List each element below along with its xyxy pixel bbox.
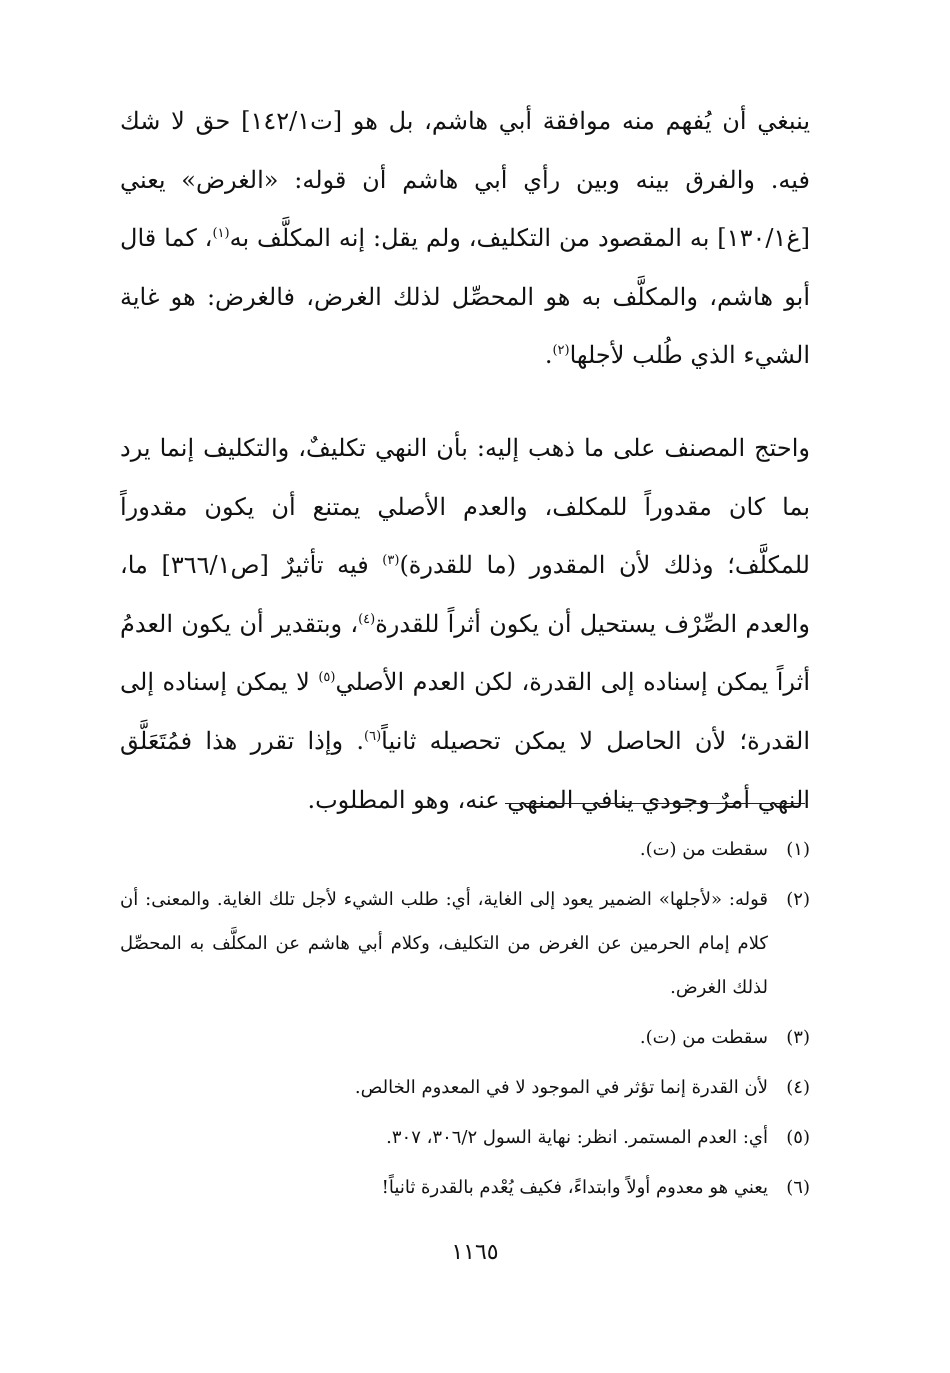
footnote-number: (٥) [786, 1127, 810, 1148]
footnote-number: (٣) [786, 1027, 810, 1048]
footnote-marker: (٣) [382, 553, 400, 569]
footnote-text: يعني هو معدوم أولاً وابتداءً، فكيف يُعْدم بالقدرة ثانياً! [381, 1177, 768, 1198]
footnote-5 [120, 1116, 810, 1160]
footnote-number: (٤) [786, 1077, 810, 1098]
footnote-4 [120, 1066, 810, 1110]
footnote-marker: (١) [212, 226, 230, 242]
main-text [120, 92, 810, 829]
footnote-number: (٢) [786, 889, 810, 910]
footnote-text: سقطت من (ت). [639, 1027, 768, 1048]
footnote-marker: (٤) [358, 611, 376, 627]
footnote-3 [120, 1016, 810, 1060]
footnotes [120, 828, 810, 1210]
footnote-separator [505, 803, 805, 804]
footnote-marker: (٢) [552, 343, 570, 359]
text-run: . [544, 341, 553, 370]
page-number: ١١٦٥ [451, 1240, 499, 1265]
footnote-text: لأن القدرة إنما تؤثر في الموجود لا في المعدوم الخالص. [354, 1077, 768, 1098]
footnote-6 [120, 1166, 810, 1210]
footnote-1 [120, 828, 810, 872]
text-run: ، وبتقدير أن يكون العدمُ أثراً يمكن إسناده إلى القدرة، لكن العدم الأصلي [120, 609, 811, 697]
paragraph-1 [120, 92, 810, 385]
footnote-text: قوله: «لأجلها» الضمير يعود إلى الغاية، أي: طلب الشيء لأجل تلك الغاية. والمعنى: أن كلام إمام الحرمين عن الغرض من التكليف، وكلام أبي هاشم عن المكلَّف به المحصِّل لذلك الغرض. [120, 889, 768, 998]
footnote-number: (٦) [786, 1177, 810, 1198]
footnote-2 [120, 878, 810, 1010]
footnote-marker: (٦) [364, 728, 382, 744]
footnote-text: أي: العدم المستمر. انظر: نهاية السول ٣٠٦/٢، ٣٠٧. [386, 1127, 768, 1148]
text-run: ، كما قال أبو هاشم، والمكلَّف به هو المحصِّل لذلك الغرض، فالغرض: هو غاية الشيء الذي طُلب لأجلها [120, 224, 810, 370]
footnote-number: (١) [786, 839, 810, 860]
text-run: ينبغي أن يُفهم منه موافقة أبي هاشم، بل هو [ت١٤٢/١] حق لا شك فيه. والفرق بينه وبين رأي أبي هاشم أن قوله: «الغرض» يعني [غ١٣٠/١] به المقصود من التكليف، ولم يقل: إنه المكلَّف به [120, 107, 811, 253]
text-run: لا يمكن إسناده إلى القدرة؛ لأن الحاصل لا يمكن تحصيله ثانياً [120, 668, 810, 755]
text-run: . وإذا تقرر هذا فمُتَعَلَّق النهي أمرٌ وجودي ينافي المنهي عنه، وهو المطلوب. [120, 726, 810, 814]
footnote-marker: (٥) [318, 670, 336, 686]
paragraph-2 [120, 419, 810, 829]
text-run: واحتج المصنف على ما ذهب إليه: بأن النهي تكليفٌ، والتكليف إنما يرد بما كان مقدوراً للمكلف، والعدم الأصلي يمتنع أن يكون مقدوراً للمكلَّف؛ وذلك لأن المقدور (ما للقدرة) [120, 433, 810, 580]
footnote-text: سقطت من (ت). [639, 839, 768, 860]
text-run: فيه تأثيرٌ [ص٣٦٦/١] ما، والعدم الصِّرْف يستحيل أن يكون أثراً للقدرة [120, 551, 811, 638]
